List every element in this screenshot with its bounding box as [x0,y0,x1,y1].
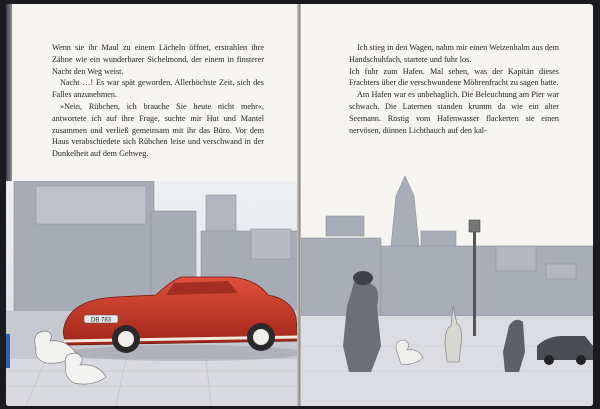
illustration-harbor [301,176,593,406]
illustration-street-car [6,181,299,406]
paragraph: Nacht …! Es war spät geworden. Allerhöchste Zeit, sich des Falles anzunehmen. [52,78,264,100]
paragraph: »Nein, Rübchen, ich brauche Sie heute nicht mehr«, antwortete ich auf ihre Frage, suchte mir Hut und Mantel zusammen und verließ gemeinsam mit ihr das Büro. Vor dem Haus verabschiedete sich Rübchen leise und verschwand in der Dunkelheit auf dem Gehweg. [52,101,264,159]
left-page [6,4,299,406]
open-book [6,4,594,406]
right-page-text [349,42,559,136]
right-page [301,4,593,406]
left-page-text [52,42,264,160]
paragraph: Ich stieg in den Wagen, nahm mir einen Weizenhalm aus dem Handschuhfach, startete und fuhr los. [349,43,559,64]
paragraph: Ich fuhr zum Hafen. Mal sehen, was der Kapitän dieses Frachters über die verschwundene Möhrenfracht zu sagen hatte. [349,66,559,88]
license-plate: DB 783 [90,317,112,324]
paragraph: Am Hafen war es unbehaglich. Die Beleuchtung am Pier war schwach. Die Laternen standen krumm da wie ein alter Seemann. Rostig vom Hafenwasser flackerten sie einen nervösen, dünnen Lichthauch auf den kal- [349,90,559,135]
paragraph: Wenn sie ihr Maul zu einem Lächeln öffnet, erstrahlen ihre Zähne wie ein wunderbarer Sichelmond, der einem in finsterer Nacht den Weg weist. [52,43,264,76]
page-marker [6,334,10,368]
